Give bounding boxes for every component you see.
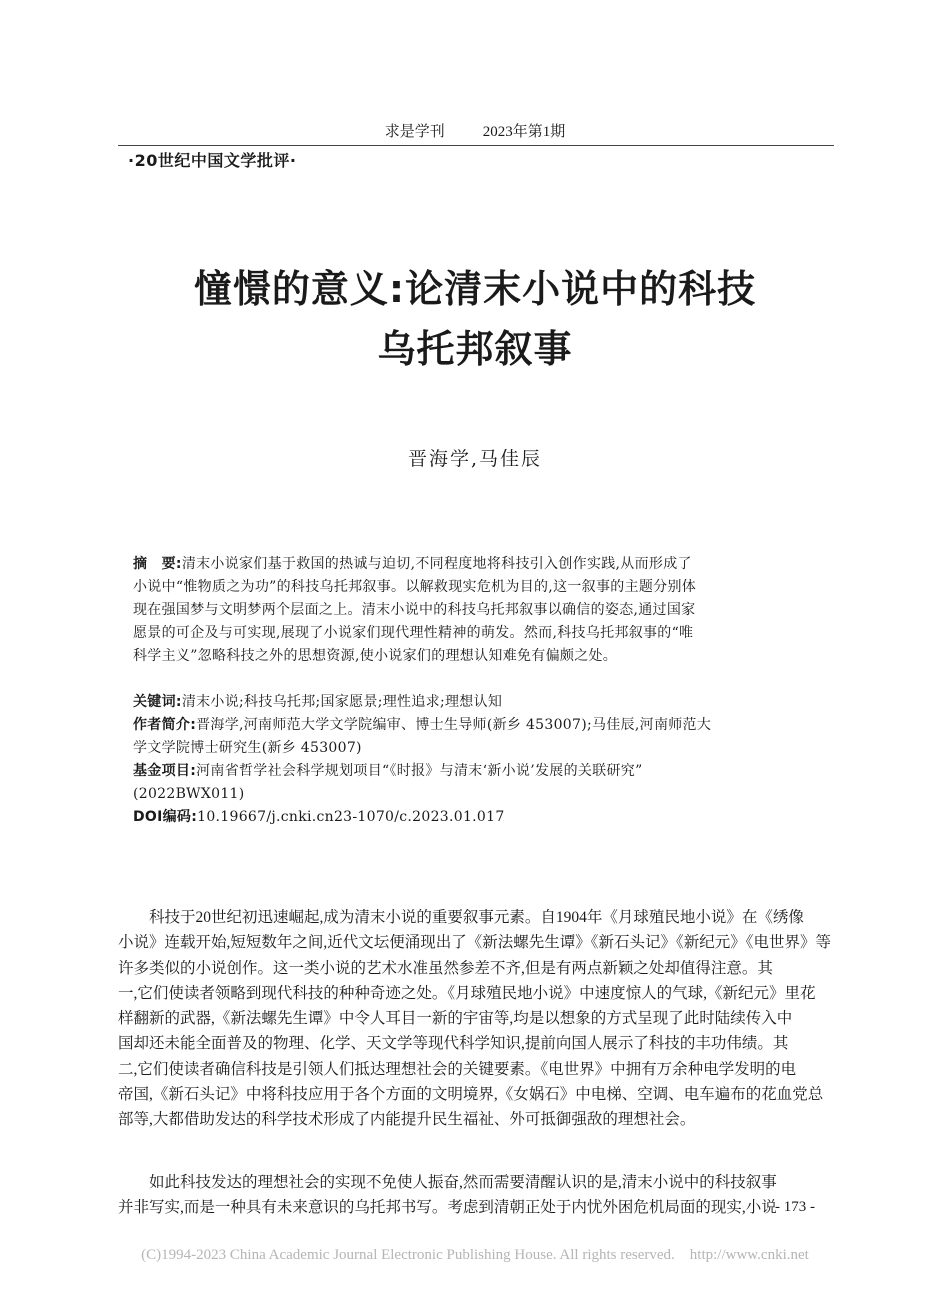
abstract-line: [133, 553, 818, 576]
doi: [133, 806, 818, 829]
journal-name: 求是学刊: [384, 124, 445, 140]
keywords: [133, 691, 818, 714]
fund-text: (2022BWX011): [133, 786, 245, 802]
body-line: 科技于20世纪初迅速崛起,成为清末小说的重要叙事元素。自1904年《月球殖民地小说》在《绣像: [149, 909, 804, 926]
body-line: 如此科技发达的理想社会的实现不免使人振奋,然而需要清醒认识的是,清末小说中的科技叙事: [149, 1174, 777, 1191]
author-info: [133, 714, 818, 760]
abstract-line: 科学主义”忽略科技之外的思想资源,使小说家们的理想认知难免有偏颇之处。: [133, 648, 618, 664]
body-line: 样翻新的武器,《新法螺先生谭》中令人耳目一新的宇宙等,均是以想象的方式呈现了此时陆续传入中: [118, 1010, 793, 1028]
body-line: 国却还未能全面普及的物理、化学、天文学等现代科学知识,提前向国人展示了科技的丰功伟绩。其: [118, 1035, 789, 1053]
article-title-line-1: 憧憬的意义:论清末小说中的科技: [193, 267, 757, 311]
running-header: [0, 120, 950, 141]
issue-label: 2023年第1期: [482, 124, 566, 140]
body-line: 并非写实,而是一种具有未来意识的乌托邦书写。考虑到清朝正处于内忧外困危机局面的现实,小说: [118, 1199, 777, 1217]
fund-text: 河南省哲学社会科学规划项目“《时报》与清末‘新小说’发展的关联研究”: [196, 763, 643, 779]
fund-label: 基金项目:: [133, 763, 197, 779]
body-line: 小说》连载开始,短短数年之间,近代文坛便涌现出了《新法螺先生谭》《新石头记》《新纪元》《电世界》等: [118, 934, 832, 952]
copyright-footer: (C)1994-2023 China Academic Journal Electronic Publishing House. All rights reserved. http://www.cnki.net: [141, 1247, 809, 1263]
body-line: 帝国,《新石头记》中将科技应用于各个方面的文明境界,《女娲石》中电梯、空调、电车遍布的花血党总: [118, 1086, 824, 1104]
body-line: 一,它们使读者领略到现代科技的种种奇迹之处。《月球殖民地小说》中速度惊人的气球,《新纪元》里花: [118, 984, 816, 1002]
doi-text: 10.19667/j.cnki.cn23-1070/c.2023.01.017: [197, 809, 505, 825]
keywords-text: 清末小说;科技乌托邦;国家愿景;理性追求;理想认知: [181, 694, 503, 710]
doi-label: DOI编码:: [133, 809, 198, 825]
authors: 晋海学,马佳辰: [407, 448, 543, 470]
page-number: - 173 -: [775, 1199, 815, 1215]
abstract-line: 愿景的可企及与可实现,展现了小说家们现代理性精神的萌发。然而,科技乌托邦叙事的“唯: [133, 625, 694, 641]
abstract-text: 清末小说家们基于救国的热诚与迫切,不同程度地将科技引入创作实践,从而形成了: [181, 556, 692, 572]
abstract-line: 现在强国梦与文明梦两个层面之上。清末小说中的科技乌托邦叙事以确信的姿态,通过国家: [133, 602, 696, 618]
author-info-text: 学文学院博士研究生(新乡 453007): [133, 740, 362, 756]
body-paragraph-1: [118, 905, 834, 1133]
author-info-label: 作者简介:: [133, 717, 197, 733]
body-line: 许多类似的小说创作。这一类小说的艺术水准虽然参差不齐,但是有两点新颖之处却值得注意。其: [118, 959, 773, 977]
fund-project: [133, 760, 818, 806]
article-title-line-2: 乌托邦叙事: [377, 327, 573, 371]
body-paragraph-2: [118, 1170, 834, 1221]
author-info-text: 晋海学,河南师范大学文学院编审、博士生导师(新乡 453007);马佳辰,河南师范大: [196, 717, 712, 733]
header-rule: [118, 145, 834, 146]
abstract-label: 摘 要:: [133, 556, 182, 572]
column-label: ·20世纪中国文学批评·: [128, 151, 297, 170]
body-line: 部等,大都借助发达的科学技术形成了内能提升民生福祉、外可抵御强敌的理想社会。: [118, 1111, 696, 1129]
body-line: 二,它们使读者确信科技是引领人们抵达理想社会的关键要素。《电世界》中拥有万余种电学发明的电: [118, 1060, 797, 1078]
keywords-label: 关键词:: [133, 694, 182, 710]
abstract: [133, 553, 818, 668]
abstract-line: 小说中“惟物质之为功”的科技乌托邦叙事。以解救现实危机为目的,这一叙事的主题分别体: [133, 579, 697, 595]
